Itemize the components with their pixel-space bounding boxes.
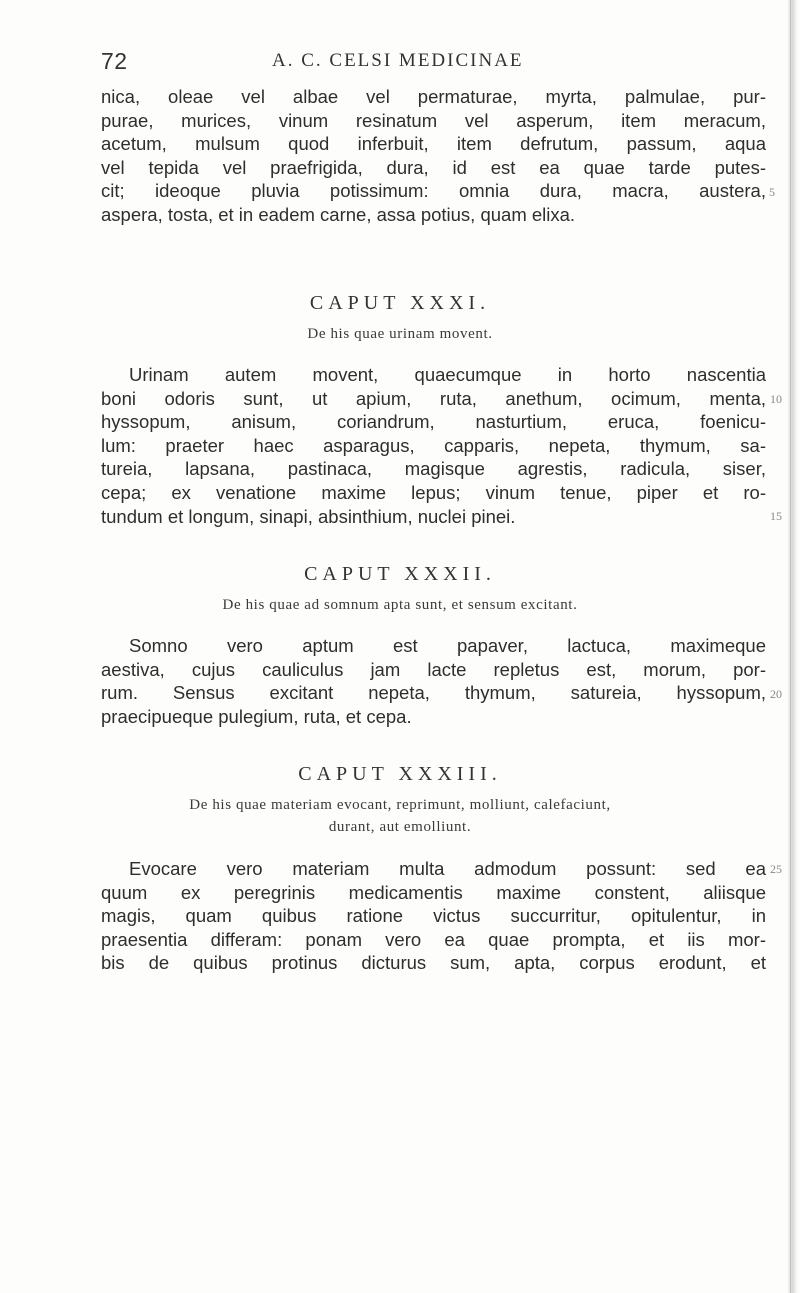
text-line: cepa; ex venatione maxime lepus; vinum tenue, piper et ro- bbox=[101, 481, 766, 503]
text-line: bis de quibus protinus dicturus sum, apta, corpus erodunt, et bbox=[101, 952, 766, 974]
running-head: A. C. CELSI MEDICINAE bbox=[272, 50, 524, 71]
chapter-heading: CAPUT XXXII. bbox=[304, 563, 496, 585]
text-line: quum ex peregrinis medicamentis maxime constent, aliisque bbox=[101, 881, 766, 903]
line-number-margin: 15 bbox=[770, 509, 782, 523]
paragraph-caput31 bbox=[101, 363, 766, 528]
text-line: aestiva, cujus cauliculus jam lacte repletus est, morum, por- bbox=[101, 658, 766, 680]
chapter-heading: CAPUT XXXIII. bbox=[298, 763, 502, 785]
text-line: rum. Sensus excitant nepeta, thymum, satureia, hyssopum, bbox=[101, 682, 766, 704]
line-number-margin: 5 bbox=[769, 185, 775, 199]
chapter-subtitle: De his quae urinam movent. bbox=[307, 326, 493, 342]
text-line: nica, oleae vel albae vel permaturae, myrta, palmulae, pur- bbox=[101, 86, 766, 107]
text-line: praecipueque pulegium, ruta, et cepa. bbox=[101, 705, 412, 727]
text-line: tureia, lapsana, pastinaca, magisque agrestis, radicula, siser, bbox=[101, 458, 766, 480]
line-number-margin: 25 bbox=[770, 862, 782, 876]
text-line: Somno vero aptum est papaver, lactuca, maximeque bbox=[129, 635, 766, 656]
text-line: magis, quam quibus ratione victus succurritur, opitulentur, in bbox=[101, 905, 766, 927]
line-number-margin: 10 bbox=[770, 392, 782, 406]
chapter-heading: CAPUT XXXI. bbox=[309, 292, 491, 314]
text-line: boni odoris sunt, ut apium, ruta, anethum, ocimum, menta, bbox=[101, 387, 766, 409]
page-edge-line bbox=[790, 0, 791, 1293]
text-line: hyssopum, anisum, coriandrum, nasturtium, eruca, foenicu- bbox=[101, 411, 766, 433]
text-line: aspera, tosta, et in eadem carne, assa potius, quam elixa. bbox=[101, 203, 576, 225]
line-number-margin: 20 bbox=[770, 687, 782, 701]
text-line: lum: praeter haec asparagus, capparis, nepeta, thymum, sa- bbox=[101, 434, 766, 456]
paragraph-caput32 bbox=[101, 634, 766, 728]
text-line: purae, murices, vinum resinatum vel asperum, item meracum, bbox=[101, 109, 766, 131]
paragraph-continuation bbox=[101, 85, 766, 227]
text-line: Urinam autem movent, quaecumque in horto nascentia bbox=[129, 364, 766, 385]
text-line: acetum, mulsum quod inferbuit, item defrutum, passum, aqua bbox=[101, 133, 766, 155]
text-line: tundum et longum, sinapi, absinthium, nuclei pinei. bbox=[101, 505, 516, 527]
text-line: Evocare vero materiam multa admodum possunt: sed ea bbox=[129, 858, 766, 879]
chapter-subtitle-line: durant, aut emolliunt. bbox=[328, 819, 472, 835]
text-line: cit; ideoque pluvia potissimum: omnia dura, macra, austera, bbox=[101, 180, 766, 202]
page-number: 72 bbox=[101, 48, 128, 74]
chapter-subtitle-line: De his quae materiam evocant, reprimunt, molliunt, calefaciunt, bbox=[189, 797, 611, 813]
chapter-subtitle: De his quae ad somnum apta sunt, et sensum excitant. bbox=[222, 597, 578, 613]
text-line: praesentia differam: ponam vero ea quae prompta, et iis mor- bbox=[101, 928, 766, 950]
paragraph-caput33 bbox=[101, 857, 766, 975]
page-header bbox=[0, 40, 800, 80]
text-line: vel tepida vel praefrigida, dura, id est ea quae tarde putes- bbox=[101, 156, 766, 178]
chapter-subtitle bbox=[0, 794, 800, 838]
